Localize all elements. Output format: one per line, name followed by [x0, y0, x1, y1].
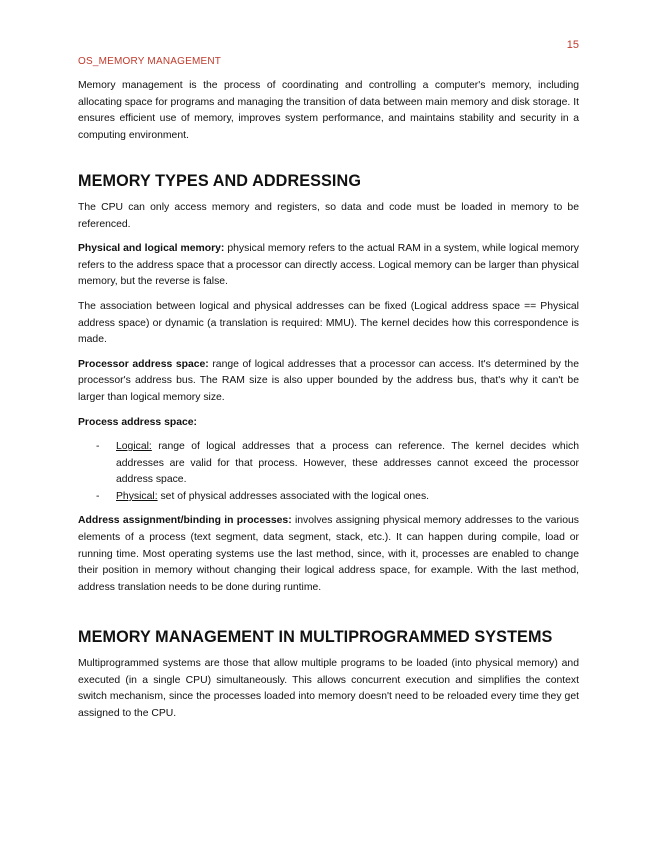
running-header: OS_MEMORY MANAGEMENT	[78, 56, 222, 67]
section-heading-memory-types: MEMORY TYPES AND ADDRESSING	[78, 172, 362, 191]
process-address-space-term: Process address space:	[78, 416, 197, 428]
physical-logical-text: physical memory refers to the actual RAM in a system, while logical memory refers to the address space that a processor can directly access. Logical memory can be larger than physical memory, but the reverse is false.	[78, 243, 579, 288]
process-address-space-heading	[78, 415, 579, 432]
logical-term: Logical:	[116, 441, 152, 453]
address-binding-term: Address assignment/binding in processes:	[78, 515, 292, 527]
address-binding-text: involves assigning physical memory addresses to the various elements of a process (text segment, data segment, stack, etc.). It can happen during compile, load or running time. Most operating systems use the last method, since, with it, processes are enabled to change their position in memory without changing their logical address space, for example. With the last method, address translation needs to be done during runtime.	[78, 515, 579, 593]
page-content	[78, 78, 579, 730]
list-item-logical	[78, 439, 579, 489]
address-space-list	[78, 439, 579, 505]
page-number: 15	[566, 39, 579, 51]
processor-address-space-paragraph	[78, 357, 579, 407]
dash-bullet: -	[96, 490, 100, 502]
physical-text: set of physical addresses associated with the logical ones.	[157, 490, 430, 502]
processor-address-space-text: range of logical addresses that a processor can access. It's determined by the processor's address bus. The RAM size is also upper bounded by the address bus, that's why it can't be larger than logical memory size.	[78, 358, 579, 403]
intro-paragraph: Memory management is the process of coordinating and controlling a computer's memory, including allocating space for programs and managing the transition of data between main memory and disk storage. It ensures efficient use of memory, improves system performance, and maintains stability and security in a computing environment.	[78, 80, 579, 141]
section-heading-multiprogrammed: MEMORY MANAGEMENT IN MULTIPROGRAMMED SYSTEMS	[78, 628, 553, 647]
address-association-paragraph: The association between logical and physical addresses can be fixed (Logical address space == Physical address space) or dynamic (a translation is required: MMU). The kernel decides how this correspondence is made.	[78, 300, 579, 346]
list-item-physical	[78, 489, 579, 506]
address-binding-paragraph	[78, 513, 579, 596]
multiprogrammed-paragraph: Multiprogrammed systems are those that allow multiple programs to be loaded (into physical memory) and executed (in a single CPU) simultaneously. This allows concurrent execution and simplifies the context switch mechanism, since the processes loaded into memory doesn't need to be reloaded every time they get assigned to the CPU.	[78, 658, 579, 719]
logical-text: range of logical addresses that a process can reference. The kernel decides which addresses are valid for that process. However, these addresses cannot exceed the processor address space.	[116, 441, 579, 486]
dash-bullet: -	[96, 441, 100, 453]
physical-logical-term: Physical and logical memory:	[78, 243, 225, 255]
physical-logical-paragraph	[78, 241, 579, 291]
physical-term: Physical:	[116, 490, 158, 502]
cpu-access-paragraph: The CPU can only access memory and registers, so data and code must be loaded in memory to be referenced.	[78, 201, 579, 230]
processor-address-space-term: Processor address space:	[78, 358, 209, 370]
